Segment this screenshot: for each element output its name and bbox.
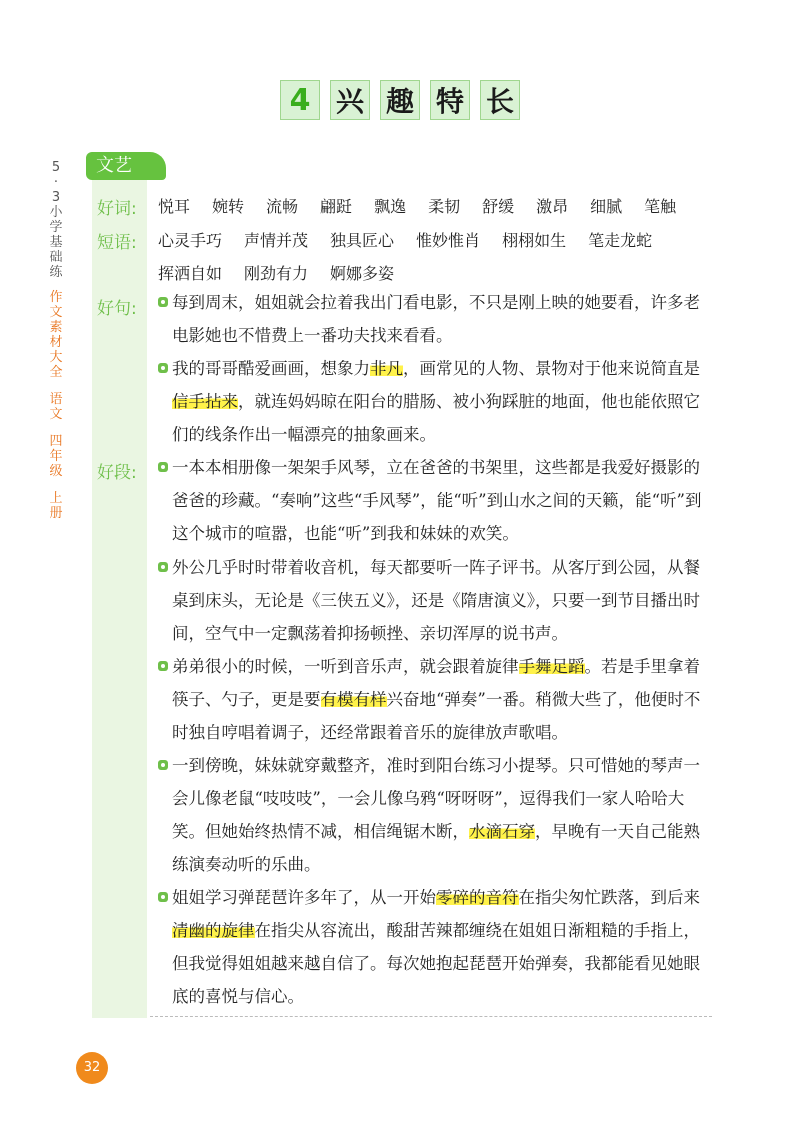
- word: 柔韧: [428, 197, 461, 216]
- word: 流畅: [266, 197, 299, 216]
- phrase: 笔走龙蛇: [588, 231, 653, 250]
- highlight: 零碎的音符: [436, 888, 519, 907]
- category-tab: 文艺: [86, 152, 166, 180]
- word: 舒缓: [482, 197, 515, 216]
- phrase: 声情并茂: [244, 231, 309, 250]
- phrase: 刚劲有力: [244, 264, 309, 283]
- word: 激昂: [536, 197, 569, 216]
- grade-name: 四 年 级: [49, 434, 63, 479]
- paragraph-item: 弟弟很小的时候，一听到音乐声，就会跟着旋律手舞足蹈。若是手里拿着筷子、勺子，更是要有模有样兴奋地“弹奏”一番。稍微大些了，他便时不时独自哼唱着调子，还经常跟着音乐的旋律放声歌唱。: [158, 650, 710, 749]
- volume-name: 上 册: [49, 491, 63, 521]
- highlight: 手舞足蹈: [518, 657, 585, 676]
- page-number: 32: [76, 1052, 108, 1084]
- bullet-icon: [158, 297, 168, 307]
- bullet-icon: [158, 892, 168, 902]
- word: 飘逸: [374, 197, 407, 216]
- highlight: 清幽的旋律: [172, 921, 255, 940]
- phrases-list: [158, 228, 674, 251]
- page-title: [0, 80, 800, 120]
- title-char: 兴: [330, 80, 370, 120]
- subject-name: 语 文: [49, 392, 63, 422]
- phrase: 挥洒自如: [158, 264, 223, 283]
- bullet-icon: [158, 363, 168, 373]
- paragraph-item: 外公几乎时时带着收音机，每天都要听一阵子评书。从客厅到公园，从餐桌到床头，无论是《三侠五义》，还是《隋唐演义》，只要一到节目播出时间，空气中一定飘荡着抑扬顿挫、亲切浑厚的说书声。: [158, 551, 710, 650]
- sentences-label: 好句:: [97, 299, 137, 319]
- highlight: 信手拈来: [172, 392, 238, 411]
- series-name: 5 · 3 小 学 基 础 练: [49, 160, 63, 280]
- bullet-icon: [158, 562, 168, 572]
- paragraphs-label: 好段:: [97, 463, 137, 483]
- phrase: 心灵手巧: [158, 231, 223, 250]
- bullet-icon: [158, 760, 168, 770]
- word: 笔触: [644, 197, 677, 216]
- word: 细腻: [590, 197, 623, 216]
- words-label: 好词:: [97, 199, 137, 219]
- paragraph-item: 姐姐学习弹琵琶许多年了，从一开始零碎的音符在指尖匆忙跌落，到后来清幽的旋律在指尖从容流出，酸甜苦辣都缠绕在姐姐日渐粗糙的手指上，但我觉得姐姐越来越自信了。每次她抱起琵琶开始弹奏，我都能看见她眼底的喜悦与信心。: [158, 881, 710, 1013]
- phrase: 独具匠心: [330, 231, 395, 250]
- highlight: 有模有样: [320, 690, 387, 709]
- title-number: 4: [280, 80, 320, 120]
- phrase: 惟妙惟肖: [416, 231, 481, 250]
- word: 悦耳: [158, 197, 191, 216]
- paragraph-item: 一本本相册像一架架手风琴，立在爸爸的书架里，这些都是我爱好摄影的爸爸的珍藏。“奏响”这些“手风琴”，能“听”到山水之间的天籁，能“听”到这个城市的喧嚣，也能“听”到我和妹妹的欢笑。: [158, 451, 710, 550]
- book-name: 作 文 素 材 大 全: [49, 290, 63, 380]
- bottom-divider: [150, 1016, 712, 1017]
- title-char: 趣: [380, 80, 420, 120]
- bullet-icon: [158, 661, 168, 671]
- title-char: 长: [480, 80, 520, 120]
- title-char: 特: [430, 80, 470, 120]
- phrases-label: 短语:: [97, 233, 137, 253]
- word: 翩跹: [320, 197, 353, 216]
- sentence-item: 每到周末，姐姐就会拉着我出门看电影，不只是刚上映的她要看，许多老电影她也不惜费上一番功夫找来看看。: [158, 286, 710, 352]
- good-words-list: [158, 194, 698, 217]
- phrase: 栩栩如生: [502, 231, 567, 250]
- phrases-list-2: [158, 261, 416, 284]
- phrase: 婀娜多姿: [330, 264, 395, 283]
- word: 婉转: [212, 197, 245, 216]
- highlight: 水滴石穿: [469, 822, 535, 841]
- side-series-label: [46, 160, 66, 521]
- highlight: 非凡: [370, 359, 403, 378]
- sentence-item: 我的哥哥酷爱画画，想象力非凡，画常见的人物、景物对于他来说简直是信手拈来，就连妈妈晾在阳台的腊肠、被小狗踩脏的地面，他也能依照它们的线条作出一幅漂亮的抽象画来。: [158, 352, 710, 451]
- bullet-icon: [158, 462, 168, 472]
- paragraph-item: 一到傍晚，妹妹就穿戴整齐，准时到阳台练习小提琴。只可惜她的琴声一会儿像老鼠“吱吱吱”，一会儿像乌鸦“呀呀呀”，逗得我们一家人哈哈大笑。但她始终热情不减，相信绳锯木断，水滴石穿，早晚有一天自己能熟练演奏动听的乐曲。: [158, 749, 710, 881]
